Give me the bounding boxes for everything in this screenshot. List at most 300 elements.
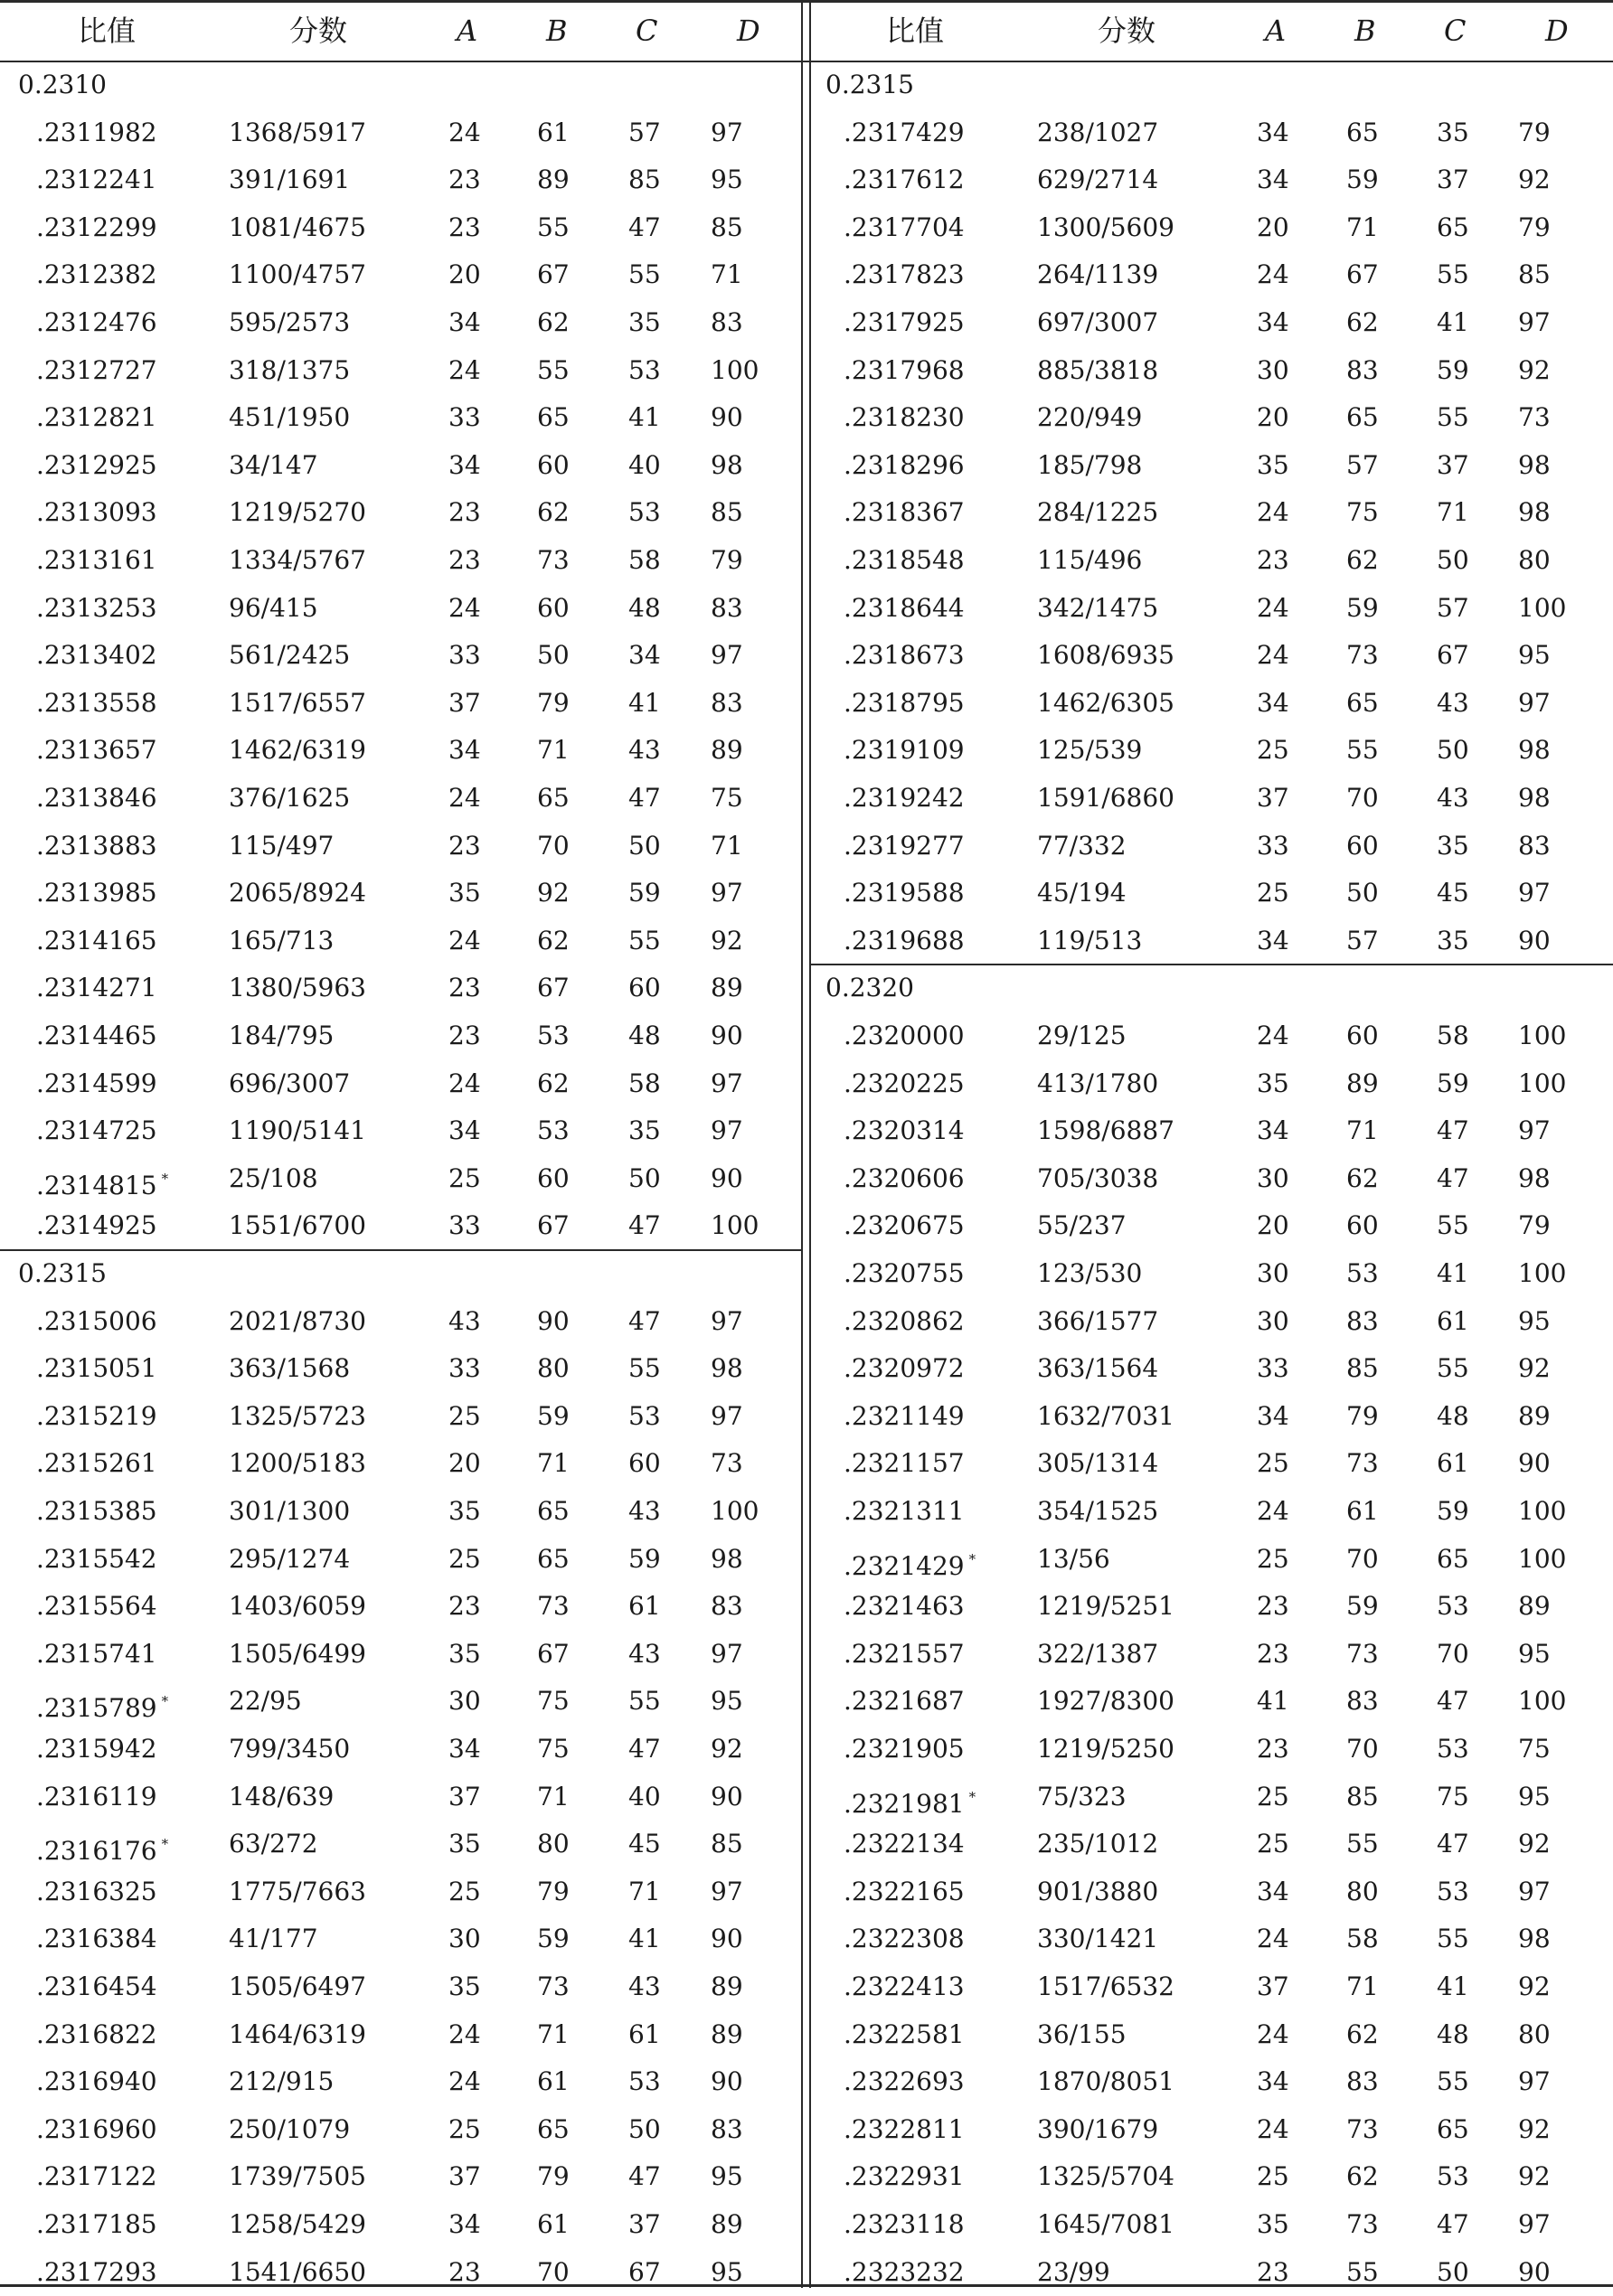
fraction-cell: 1334/5767 <box>229 545 366 575</box>
value-c-cell: 53 <box>1437 1877 1469 1906</box>
value-c-cell: 40 <box>628 450 661 480</box>
ratio-cell <box>36 965 157 1012</box>
value-d-cell: 95 <box>1518 640 1551 670</box>
value-a-cell: 23 <box>448 165 481 194</box>
value-d-cell: 75 <box>711 783 743 813</box>
fraction-cell: 391/1691 <box>229 165 351 194</box>
value-a-cell: 34 <box>448 2209 481 2239</box>
table-row <box>0 442 801 489</box>
fraction-cell: 1325/5723 <box>229 1401 366 1431</box>
ratio-cell <box>844 2201 965 2248</box>
value-b-cell: 55 <box>1346 1829 1379 1858</box>
ratio-cell <box>36 1678 168 1725</box>
fraction-cell: 629/2714 <box>1037 165 1159 194</box>
fraction-cell: 2021/8730 <box>229 1306 366 1336</box>
value-d-cell: 97 <box>711 1401 743 1431</box>
value-c-cell: 53 <box>1437 1734 1469 1764</box>
value-b-cell: 59 <box>1346 165 1379 194</box>
header-ratio: 比值 <box>886 14 945 48</box>
ratio-value: .2316822 <box>36 2019 157 2049</box>
ratio-cell <box>844 1678 965 1725</box>
value-c-cell: 50 <box>628 1163 661 1193</box>
value-d-cell: 98 <box>1518 497 1551 527</box>
value-d-cell: 97 <box>1518 2209 1551 2239</box>
value-c-cell: 48 <box>1437 1401 1469 1431</box>
ratio-value: .2314465 <box>36 1021 157 1050</box>
value-a-cell: 33 <box>448 640 481 670</box>
value-b-cell: 67 <box>537 973 570 1002</box>
ratio-value: .2317925 <box>844 307 965 337</box>
fraction-cell: 301/1300 <box>229 1496 351 1526</box>
ratio-value: .2313402 <box>36 640 157 670</box>
value-b-cell: 80 <box>537 1353 570 1383</box>
table-row <box>811 1774 1613 1821</box>
table-row <box>0 1774 801 1821</box>
value-b-cell: 65 <box>1346 402 1379 432</box>
value-a-cell: 25 <box>1257 1448 1289 1478</box>
ratio-value: .2314815 <box>36 1171 157 1200</box>
ratio-cell <box>844 251 965 298</box>
table-row <box>811 156 1613 203</box>
fraction-cell: 451/1950 <box>229 402 351 432</box>
value-d-cell: 79 <box>1518 1210 1551 1240</box>
value-d-cell: 100 <box>1518 1021 1567 1050</box>
fraction-cell: 1551/6700 <box>229 1210 366 1240</box>
value-b-cell: 83 <box>1346 1306 1379 1336</box>
value-d-cell: 79 <box>1518 118 1551 147</box>
value-a-cell: 34 <box>1257 307 1289 337</box>
fraction-cell: 220/949 <box>1037 402 1143 432</box>
value-d-cell: 98 <box>711 450 743 480</box>
header-d: D <box>1545 14 1569 48</box>
value-a-cell: 24 <box>448 1068 481 1098</box>
value-c-cell: 47 <box>628 2161 661 2191</box>
fraction-cell: 13/56 <box>1037 1544 1110 1574</box>
value-a-cell: 34 <box>448 307 481 337</box>
value-a-cell: 23 <box>1257 1639 1289 1669</box>
value-d-cell: 100 <box>1518 1068 1567 1098</box>
value-c-cell: 48 <box>628 593 661 623</box>
value-c-cell: 41 <box>1437 1971 1469 2001</box>
ratio-cell <box>844 1536 976 1583</box>
value-c-cell: 47 <box>628 212 661 242</box>
ratio-value: .2315942 <box>36 1734 157 1764</box>
value-c-cell: 48 <box>628 1021 661 1050</box>
value-b-cell: 50 <box>537 640 570 670</box>
fraction-cell: 1300/5609 <box>1037 212 1174 242</box>
value-c-cell: 61 <box>628 2019 661 2049</box>
ratio-cell <box>36 1963 157 2010</box>
value-d-cell: 79 <box>711 545 743 575</box>
table-row <box>0 109 801 156</box>
value-b-cell: 83 <box>1346 2066 1379 2096</box>
ratio-value: .2321981 <box>844 1789 965 1819</box>
ratio-value: .2315219 <box>36 1401 157 1431</box>
value-c-cell: 35 <box>1437 831 1469 861</box>
value-b-cell: 53 <box>537 1115 570 1145</box>
value-d-cell: 100 <box>1518 593 1567 623</box>
value-b-cell: 75 <box>537 1686 570 1716</box>
value-c-cell: 41 <box>628 688 661 718</box>
fraction-cell: 1517/6532 <box>1037 1971 1174 2001</box>
fraction-cell: 1403/6059 <box>229 1591 366 1621</box>
fraction-cell: 885/3818 <box>1037 355 1159 385</box>
value-d-cell: 71 <box>711 831 743 861</box>
ratio-value: .2320675 <box>844 1210 965 1240</box>
ratio-value: .2315385 <box>36 1496 157 1526</box>
ratio-cell <box>844 2249 965 2296</box>
ratio-value: .2312821 <box>36 402 157 432</box>
value-c-cell: 37 <box>628 2209 661 2239</box>
ratio-cell <box>36 1488 157 1535</box>
value-b-cell: 61 <box>537 2066 570 2096</box>
table-row <box>0 204 801 251</box>
value-c-cell: 55 <box>628 926 661 955</box>
value-b-cell: 71 <box>1346 212 1379 242</box>
value-a-cell: 34 <box>1257 1877 1289 1906</box>
value-c-cell: 41 <box>628 402 661 432</box>
table-row <box>0 2058 801 2105</box>
ratio-cell <box>36 870 157 917</box>
ratio-value: .2314599 <box>36 1068 157 1098</box>
value-c-cell: 35 <box>628 1115 661 1145</box>
ratio-value: .2313883 <box>36 831 157 861</box>
value-b-cell: 89 <box>1346 1068 1379 1098</box>
table-row <box>811 870 1613 917</box>
ratio-cell <box>844 109 965 156</box>
ratio-cell <box>844 1012 965 1059</box>
fraction-cell: 1368/5917 <box>229 118 366 147</box>
value-a-cell: 23 <box>1257 1591 1289 1621</box>
value-a-cell: 30 <box>448 1924 481 1953</box>
ratio-cell <box>844 156 965 203</box>
fraction-cell: 354/1525 <box>1037 1496 1159 1526</box>
fraction-cell: 1632/7031 <box>1037 1401 1174 1431</box>
fraction-cell: 238/1027 <box>1037 118 1159 147</box>
value-a-cell: 24 <box>448 118 481 147</box>
fraction-cell: 413/1780 <box>1037 1068 1159 1098</box>
ratio-cell <box>36 1536 157 1583</box>
header-a: A <box>1265 14 1287 48</box>
value-a-cell: 24 <box>448 783 481 813</box>
value-d-cell: 85 <box>711 1829 743 1858</box>
value-c-cell: 55 <box>1437 402 1469 432</box>
ratio-cell <box>36 1774 157 1821</box>
fraction-cell: 376/1625 <box>229 783 351 813</box>
value-b-cell: 67 <box>537 1210 570 1240</box>
table-row <box>0 2153 801 2200</box>
table-row <box>811 204 1613 251</box>
fraction-cell: 123/530 <box>1037 1258 1143 1288</box>
ratio-cell <box>844 727 965 774</box>
ratio-cell <box>36 2058 157 2105</box>
value-d-cell: 100 <box>1518 1258 1567 1288</box>
value-d-cell: 95 <box>1518 1782 1551 1811</box>
table-row <box>0 537 801 584</box>
ratio-cell <box>36 2249 157 2296</box>
ratio-cell <box>36 917 157 965</box>
ratio-cell <box>844 1963 965 2010</box>
fraction-cell: 705/3038 <box>1037 1163 1159 1193</box>
fraction-cell: 119/513 <box>1037 926 1143 955</box>
value-a-cell: 35 <box>448 1496 481 1526</box>
value-d-cell: 83 <box>1518 831 1551 861</box>
value-d-cell: 85 <box>711 212 743 242</box>
ratio-cell <box>36 1821 168 1868</box>
value-b-cell: 65 <box>537 2114 570 2144</box>
table-row <box>811 1012 1613 1059</box>
table-row <box>811 727 1613 774</box>
value-d-cell: 89 <box>1518 1401 1551 1431</box>
value-b-cell: 65 <box>1346 688 1379 718</box>
ratio-value: .2319242 <box>844 783 965 813</box>
value-b-cell: 62 <box>537 1068 570 1098</box>
star-marker: * <box>161 1836 169 1852</box>
fraction-cell: 305/1314 <box>1037 1448 1159 1478</box>
header-c: C <box>1444 14 1467 48</box>
value-b-cell: 73 <box>537 1971 570 2001</box>
ratio-cell <box>844 2011 965 2058</box>
value-c-cell: 53 <box>628 1401 661 1431</box>
ratio-value: .2321157 <box>844 1448 965 1478</box>
ratio-cell <box>36 680 157 727</box>
ratio-value: .2311982 <box>36 118 157 147</box>
table-row <box>811 1107 1613 1154</box>
table-row <box>811 1440 1613 1487</box>
table-row <box>811 2153 1613 2200</box>
value-d-cell: 95 <box>711 2257 743 2287</box>
fraction-cell: 697/3007 <box>1037 307 1159 337</box>
ratio-cell <box>36 1345 157 1392</box>
value-b-cell: 92 <box>537 878 570 908</box>
table-row <box>0 823 801 870</box>
value-d-cell: 97 <box>711 1306 743 1336</box>
ratio-cell <box>844 585 965 632</box>
ratio-cell <box>844 537 965 584</box>
value-c-cell: 59 <box>628 878 661 908</box>
ratio-value: .2312382 <box>36 259 157 289</box>
ratio-value: .2322413 <box>844 1971 965 2001</box>
fraction-cell: 1739/7505 <box>229 2161 366 2191</box>
header-d: D <box>737 14 760 48</box>
value-b-cell: 70 <box>1346 783 1379 813</box>
ratio-cell <box>844 1060 965 1107</box>
value-a-cell: 23 <box>448 831 481 861</box>
value-c-cell: 41 <box>1437 1258 1469 1288</box>
value-c-cell: 61 <box>1437 1306 1469 1336</box>
ratio-value: .2315789 <box>36 1693 157 1723</box>
fraction-cell: 212/915 <box>229 2066 335 2096</box>
ratio-value: .2320862 <box>844 1306 965 1336</box>
fraction-cell: 2065/8924 <box>229 878 366 908</box>
table-row <box>811 1250 1613 1297</box>
ratio-cell <box>36 1202 157 1249</box>
ratio-value: .2312241 <box>36 165 157 194</box>
value-c-cell: 47 <box>1437 1163 1469 1193</box>
fraction-cell: 322/1387 <box>1037 1639 1159 1669</box>
ratio-cell <box>36 489 157 536</box>
table-row <box>811 2058 1613 2105</box>
fraction-cell: 1258/5429 <box>229 2209 366 2239</box>
table-row <box>811 1868 1613 1915</box>
value-d-cell: 97 <box>711 640 743 670</box>
ratio-value: .2321149 <box>844 1401 965 1431</box>
ratio-cell <box>36 1868 157 1915</box>
value-d-cell: 89 <box>1518 1591 1551 1621</box>
value-d-cell: 89 <box>711 1971 743 2001</box>
value-c-cell: 59 <box>1437 355 1469 385</box>
value-b-cell: 70 <box>537 831 570 861</box>
star-marker: * <box>161 1171 169 1187</box>
ratio-value: .2319588 <box>844 878 965 908</box>
star-marker: * <box>968 1789 976 1805</box>
table-row <box>0 775 801 822</box>
ratio-cell <box>36 775 157 822</box>
table-row <box>811 1583 1613 1630</box>
value-c-cell: 47 <box>628 783 661 813</box>
value-c-cell: 35 <box>628 307 661 337</box>
ratio-cell <box>36 632 157 679</box>
ratio-value: .2321905 <box>844 1734 965 1764</box>
ratio-cell <box>844 2058 965 2105</box>
value-b-cell: 60 <box>1346 831 1379 861</box>
fraction-cell: 799/3450 <box>229 1734 351 1764</box>
value-b-cell: 65 <box>1346 118 1379 147</box>
fraction-cell: 390/1679 <box>1037 2114 1159 2144</box>
ratio-cell <box>844 1583 965 1630</box>
ratio-value: .2320314 <box>844 1115 965 1145</box>
value-b-cell: 73 <box>1346 2209 1379 2239</box>
value-b-cell: 80 <box>1346 1877 1379 1906</box>
ratio-value: .2316960 <box>36 2114 157 2144</box>
value-a-cell: 33 <box>448 402 481 432</box>
value-c-cell: 59 <box>628 1544 661 1574</box>
ratio-cell <box>844 1488 965 1535</box>
table-row <box>0 727 801 774</box>
value-b-cell: 57 <box>1346 450 1379 480</box>
value-b-cell: 60 <box>537 1163 570 1193</box>
ratio-value: .2313985 <box>36 878 157 908</box>
value-a-cell: 34 <box>1257 688 1289 718</box>
table-row <box>811 1060 1613 1107</box>
value-c-cell: 59 <box>1437 1068 1469 1098</box>
value-c-cell: 55 <box>1437 1353 1469 1383</box>
value-b-cell: 59 <box>1346 1591 1379 1621</box>
value-c-cell: 55 <box>1437 2066 1469 2096</box>
fraction-cell: 1200/5183 <box>229 1448 366 1478</box>
ratio-cell <box>844 489 965 536</box>
fraction-cell: 264/1139 <box>1037 259 1159 289</box>
value-d-cell: 90 <box>1518 1448 1551 1478</box>
value-a-cell: 23 <box>448 2257 481 2287</box>
value-c-cell: 53 <box>628 497 661 527</box>
value-a-cell: 37 <box>448 688 481 718</box>
value-a-cell: 30 <box>448 1686 481 1716</box>
ratio-cell <box>844 1393 965 1440</box>
fraction-cell: 1775/7663 <box>229 1877 366 1906</box>
value-a-cell: 35 <box>448 878 481 908</box>
value-b-cell: 50 <box>1346 878 1379 908</box>
value-b-cell: 71 <box>1346 1971 1379 2001</box>
value-c-cell: 70 <box>1437 1639 1469 1669</box>
table-row <box>811 1726 1613 1773</box>
value-d-cell: 80 <box>1518 2019 1551 2049</box>
value-b-cell: 73 <box>1346 1448 1379 1478</box>
value-a-cell: 24 <box>448 926 481 955</box>
value-d-cell: 89 <box>711 973 743 1002</box>
value-c-cell: 57 <box>1437 593 1469 623</box>
value-c-cell: 67 <box>1437 640 1469 670</box>
ratio-cell <box>36 727 157 774</box>
value-b-cell: 75 <box>537 1734 570 1764</box>
value-a-cell: 35 <box>448 1971 481 2001</box>
fraction-cell: 1219/5251 <box>1037 1591 1174 1621</box>
ratio-cell <box>36 442 157 489</box>
table-row <box>0 917 801 965</box>
value-a-cell: 35 <box>1257 1068 1289 1098</box>
value-a-cell: 24 <box>1257 259 1289 289</box>
ratio-cell <box>844 1868 965 1915</box>
ratio-cell <box>36 585 157 632</box>
table-row <box>811 1678 1613 1725</box>
value-c-cell: 58 <box>1437 1021 1469 1050</box>
value-d-cell: 98 <box>1518 1163 1551 1193</box>
value-a-cell: 35 <box>448 1639 481 1669</box>
ratio-cell <box>844 775 965 822</box>
value-c-cell: 43 <box>628 1639 661 1669</box>
ratio-cell <box>36 823 157 870</box>
fraction-cell: 342/1475 <box>1037 593 1159 623</box>
table-row <box>0 156 801 203</box>
ratio-cell <box>844 299 965 346</box>
table-row <box>811 1963 1613 2010</box>
value-a-cell: 35 <box>1257 2209 1289 2239</box>
ratio-value: .2315741 <box>36 1639 157 1669</box>
value-b-cell: 79 <box>537 688 570 718</box>
value-d-cell: 92 <box>1518 355 1551 385</box>
value-a-cell: 23 <box>448 497 481 527</box>
value-c-cell: 58 <box>628 545 661 575</box>
value-b-cell: 55 <box>1346 2257 1379 2287</box>
value-d-cell: 92 <box>711 1734 743 1764</box>
value-a-cell: 23 <box>448 973 481 1002</box>
ratio-value: .2322581 <box>844 2019 965 2049</box>
ratio-cell <box>844 442 965 489</box>
ratio-cell <box>36 1726 157 1773</box>
value-c-cell: 59 <box>1437 1496 1469 1526</box>
table-row <box>0 1488 801 1535</box>
ratio-value: .2322811 <box>844 2114 965 2144</box>
value-a-cell: 25 <box>448 1163 481 1193</box>
value-a-cell: 34 <box>1257 1401 1289 1431</box>
value-b-cell: 65 <box>537 1544 570 1574</box>
value-b-cell: 65 <box>537 402 570 432</box>
value-d-cell: 92 <box>711 926 743 955</box>
fraction-cell: 696/3007 <box>229 1068 351 1098</box>
value-d-cell: 97 <box>711 1068 743 1098</box>
value-b-cell: 71 <box>537 1448 570 1478</box>
value-b-cell: 55 <box>537 355 570 385</box>
fraction-cell: 36/155 <box>1037 2019 1127 2049</box>
fraction-cell: 250/1079 <box>229 2114 351 2144</box>
value-b-cell: 60 <box>1346 1210 1379 1240</box>
ratio-value: .2316384 <box>36 1924 157 1953</box>
table-row <box>811 1915 1613 1962</box>
value-a-cell: 24 <box>1257 1496 1289 1526</box>
fraction-cell: 330/1421 <box>1037 1924 1159 1953</box>
value-a-cell: 24 <box>1257 2114 1289 2144</box>
value-a-cell: 24 <box>448 2066 481 2096</box>
